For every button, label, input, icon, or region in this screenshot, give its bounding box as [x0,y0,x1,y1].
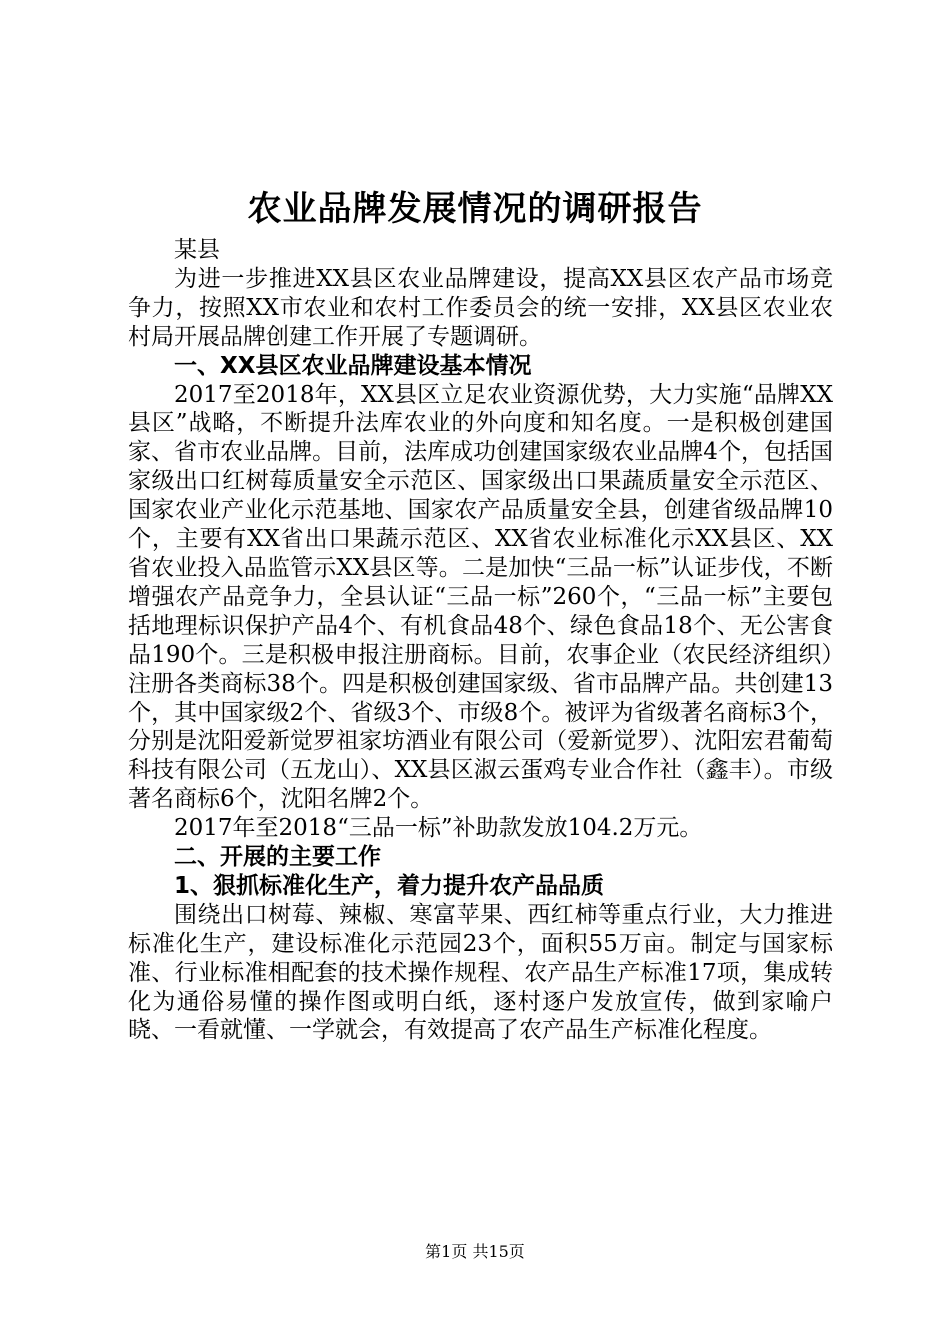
section-2-heading: 二、开展的主要工作 [174,844,381,871]
section-1-paragraph-1: 2017至2018年，XX县区立足农业资源优势，大力实施“品牌XX县区”战略，不断提升法库农业的外向度和知名度。一是积极创建国家、省市农业品牌。目前，法库成功创建国家级农业品牌4个，包括国家级出口红树莓质量安全示范区、国家级出口果蔬质量安全示范区、国家农业产业化示范基地、国家农产品质量安全县，创建省级品牌10个，主要有XX省出口果蔬示范区、XX省农业标准化示XX县区、XX省农业投入品监管示XX县区等。二是加快“三品一标”认证步伐，不断增强农产品竞争力，全县认证“三品一标”260个，“三品一标”主要包括地理标识保护产品4个、有机食品48个、绿色食品18个、无公害食品190个。三是积极申报注册商标。目前，农事企业（农民经济组织）注册各类商标38个。四是积极创建国家级、省市品牌产品。共创建13个，其中国家级2个、省级3个、市级8个。被评为省级著名商标3个，分别是沈阳爱新觉罗祖家坊酒业有限公司（爱新觉罗）、沈阳宏君葡萄科技有限公司（五龙山）、XX县区淑云蛋鸡专业合作社（鑫丰）。市级著名商标6个，沈阳名牌2个。 [128,381,833,813]
author-line: 某县 [174,237,220,263]
intro-paragraph: 为进一步推进XX县区农业品牌建设，提高XX县区农产品市场竞争力，按照XX市农业和农村工作委员会的统一安排，XX县区农业农村局开展品牌创建工作开展了专题调研。 [128,265,833,350]
document-body [128,236,833,1045]
section-2-sub-1-paragraph-1: 围绕出口树莓、辣椒、寒富苹果、西红柿等重点行业，大力推进标准化生产，建设标准化示范园23个，面积55万亩。制定与国家标准、行业标准相配套的技术操作规程、农产品生产标准17项，集成转化为通俗易懂的操作图或明白纸，逐村逐户发放宣传，做到家喻户晓、一看就懂、一学就会，有效提高了农产品生产标准化程度。 [128,901,833,1044]
page-footer: 第1页 共15页 [425,1242,525,1261]
section-2-subheading-1: 1、狠抓标准化生产，着力提升农产品品质 [174,872,605,899]
section-1-paragraph-2: 2017年至2018“三品一标”补助款发放104.2万元。 [174,815,703,842]
section-1-heading: 一、XX县区农业品牌建设基本情况 [174,352,532,379]
document-title: 农业品牌发展情况的调研报告 [247,189,703,229]
